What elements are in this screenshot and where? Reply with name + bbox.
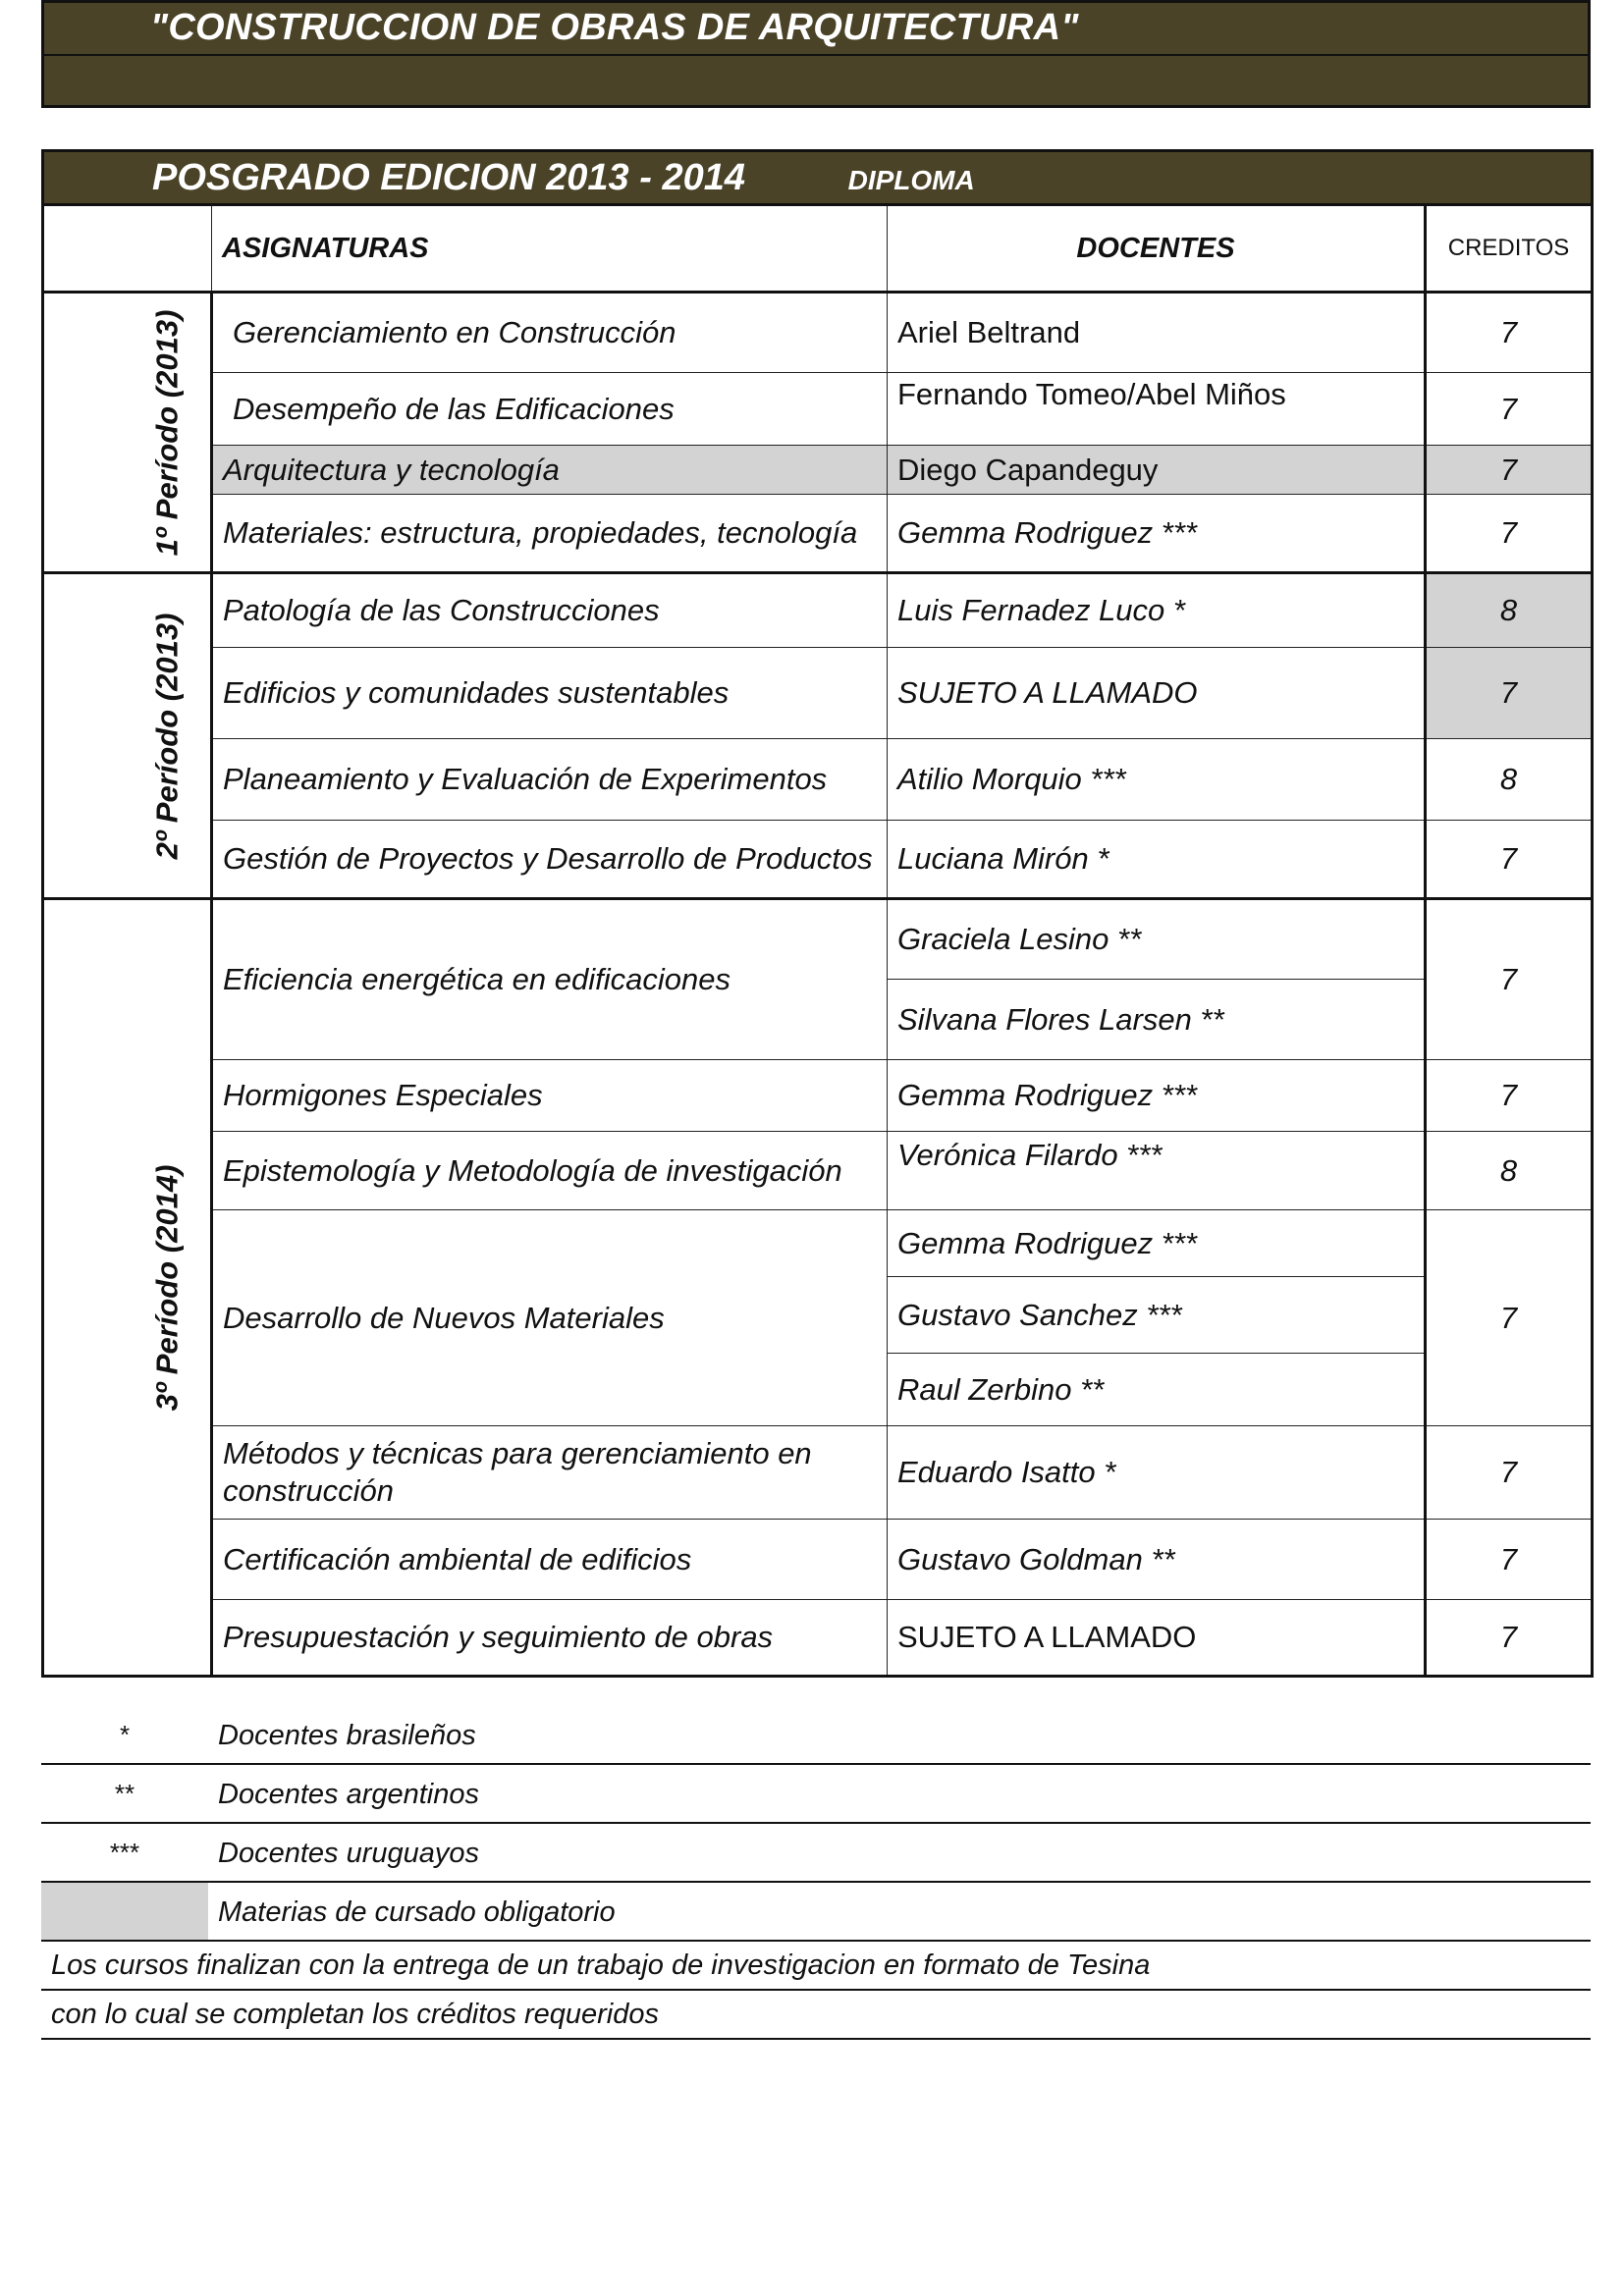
legend-item bbox=[41, 1765, 1591, 1824]
credits-cell: 7 bbox=[1426, 821, 1593, 899]
table-row bbox=[43, 373, 1593, 446]
teacher-cell: Eduardo Isatto * bbox=[888, 1426, 1426, 1520]
footnote: Los cursos finalizan con la entrega de un trabajo de investigacion en formato de Tesina bbox=[41, 1942, 1591, 1991]
period-column-header bbox=[43, 205, 212, 293]
teacher-cell: Graciela Lesino ** bbox=[888, 899, 1426, 980]
table-row bbox=[43, 821, 1593, 899]
teacher-cell: Ariel Beltrand bbox=[888, 293, 1426, 373]
credits-cell: 8 bbox=[1426, 1132, 1593, 1210]
period-1-label: 1º Período (2013) bbox=[43, 293, 212, 573]
credits-cell: 8 bbox=[1426, 573, 1593, 648]
table-row bbox=[43, 648, 1593, 739]
table-row bbox=[43, 739, 1593, 821]
column-header-row bbox=[43, 205, 1593, 293]
credits-cell: 7 bbox=[1426, 648, 1593, 739]
teacher-cell: Gustavo Goldman ** bbox=[888, 1520, 1426, 1600]
legend-text: Docentes brasileños bbox=[218, 1720, 476, 1751]
title-divider bbox=[44, 54, 1588, 56]
credits-cell: 7 bbox=[1426, 899, 1593, 1060]
subject-cell: Presupuestación y seguimiento de obras bbox=[212, 1600, 888, 1677]
edition-header-row bbox=[43, 151, 1593, 205]
table-row bbox=[43, 573, 1593, 648]
footnote: con lo cual se completan los créditos requeridos bbox=[41, 1991, 1591, 2040]
subject-cell: Desarrollo de Nuevos Materiales bbox=[212, 1210, 888, 1426]
subject-cell: Certificación ambiental de edificios bbox=[212, 1520, 888, 1600]
legend-item bbox=[41, 1883, 1591, 1942]
credits-cell: 8 bbox=[1426, 739, 1593, 821]
table-row bbox=[43, 1060, 1593, 1132]
legend bbox=[41, 1706, 1591, 2040]
credits-cell: 7 bbox=[1426, 1060, 1593, 1132]
legend-symbol: *** bbox=[109, 1838, 140, 1867]
teacher-cell: Diego Capandeguy bbox=[888, 446, 1426, 495]
teacher-cell: SUJETO A LLAMADO bbox=[888, 648, 1426, 739]
subject-cell: Patología de las Construcciones bbox=[212, 573, 888, 648]
document-title-banner bbox=[41, 0, 1591, 108]
credits-cell: 7 bbox=[1426, 1210, 1593, 1426]
teacher-cell: Atilio Morquio *** bbox=[888, 739, 1426, 821]
teacher-cell: Gemma Rodriguez *** bbox=[888, 495, 1426, 573]
credits-cell: 7 bbox=[1426, 293, 1593, 373]
teacher-cell: Luis Fernadez Luco * bbox=[888, 573, 1426, 648]
credits-cell: 7 bbox=[1426, 1600, 1593, 1677]
legend-text: Materias de cursado obligatorio bbox=[218, 1896, 616, 1928]
legend-symbol: * bbox=[119, 1720, 131, 1749]
legend-text: Docentes argentinos bbox=[218, 1779, 479, 1810]
mandatory-swatch bbox=[41, 1883, 208, 1940]
teacher-cell: Gemma Rodriguez *** bbox=[888, 1060, 1426, 1132]
legend-text: Docentes uruguayos bbox=[218, 1838, 479, 1869]
edition-title: POSGRADO EDICION 2013 - 2014 bbox=[152, 156, 745, 198]
creditos-header: CREDITOS bbox=[1426, 205, 1593, 293]
subject-cell: Gestión de Proyectos y Desarrollo de Productos bbox=[212, 821, 888, 899]
teacher-cell: Silvana Flores Larsen ** bbox=[888, 980, 1426, 1060]
table-row bbox=[43, 446, 1593, 495]
table-row bbox=[43, 1210, 1593, 1277]
credits-cell: 7 bbox=[1426, 373, 1593, 446]
table-row bbox=[43, 1426, 1593, 1520]
course-plan-table bbox=[41, 149, 1594, 1678]
period-3-label: 3º Período (2014) bbox=[43, 899, 212, 1677]
subject-cell: Eficiencia energética en edificaciones bbox=[212, 899, 888, 1060]
table-row bbox=[43, 1520, 1593, 1600]
asignaturas-header: ASIGNATURAS bbox=[212, 205, 888, 293]
period-2-label: 2º Período (2013) bbox=[43, 573, 212, 899]
teacher-cell: Verónica Filardo *** bbox=[888, 1132, 1426, 1210]
teacher-cell: Raul Zerbino ** bbox=[888, 1354, 1426, 1426]
teacher-cell: Luciana Mirón * bbox=[888, 821, 1426, 899]
subject-cell: Edificios y comunidades sustentables bbox=[212, 648, 888, 739]
credits-cell: 7 bbox=[1426, 495, 1593, 573]
subject-cell: Epistemología y Metodología de investigación bbox=[212, 1132, 888, 1210]
teacher-cell: Gemma Rodriguez *** bbox=[888, 1210, 1426, 1277]
document-title: "CONSTRUCCION DE OBRAS DE ARQUITECTURA" bbox=[150, 7, 1079, 48]
legend-symbol: ** bbox=[114, 1779, 135, 1808]
subject-cell: Arquitectura y tecnología bbox=[212, 446, 888, 495]
credits-cell: 7 bbox=[1426, 446, 1593, 495]
table-row bbox=[43, 899, 1593, 980]
credits-cell: 7 bbox=[1426, 1426, 1593, 1520]
subject-cell: Métodos y técnicas para gerenciamiento en construcción bbox=[212, 1426, 888, 1520]
table-row bbox=[43, 495, 1593, 573]
teacher-cell: Fernando Tomeo/Abel Miños bbox=[888, 373, 1426, 446]
table-row bbox=[43, 1132, 1593, 1210]
teacher-cell: SUJETO A LLAMADO bbox=[888, 1600, 1426, 1677]
subject-cell: Materiales: estructura, propiedades, tecnología bbox=[212, 495, 888, 573]
docentes-header: DOCENTES bbox=[888, 205, 1426, 293]
teacher-cell: Gustavo Sanchez *** bbox=[888, 1277, 1426, 1354]
table-row bbox=[43, 1600, 1593, 1677]
subject-cell: Hormigones Especiales bbox=[212, 1060, 888, 1132]
legend-item bbox=[41, 1706, 1591, 1765]
diploma-label: DIPLOMA bbox=[847, 164, 975, 195]
credits-cell: 7 bbox=[1426, 1520, 1593, 1600]
table-row bbox=[43, 293, 1593, 373]
subject-cell: Planeamiento y Evaluación de Experimentos bbox=[212, 739, 888, 821]
subject-cell: Gerenciamiento en Construcción bbox=[212, 293, 888, 373]
subject-cell: Desempeño de las Edificaciones bbox=[212, 373, 888, 446]
legend-item bbox=[41, 1824, 1591, 1883]
